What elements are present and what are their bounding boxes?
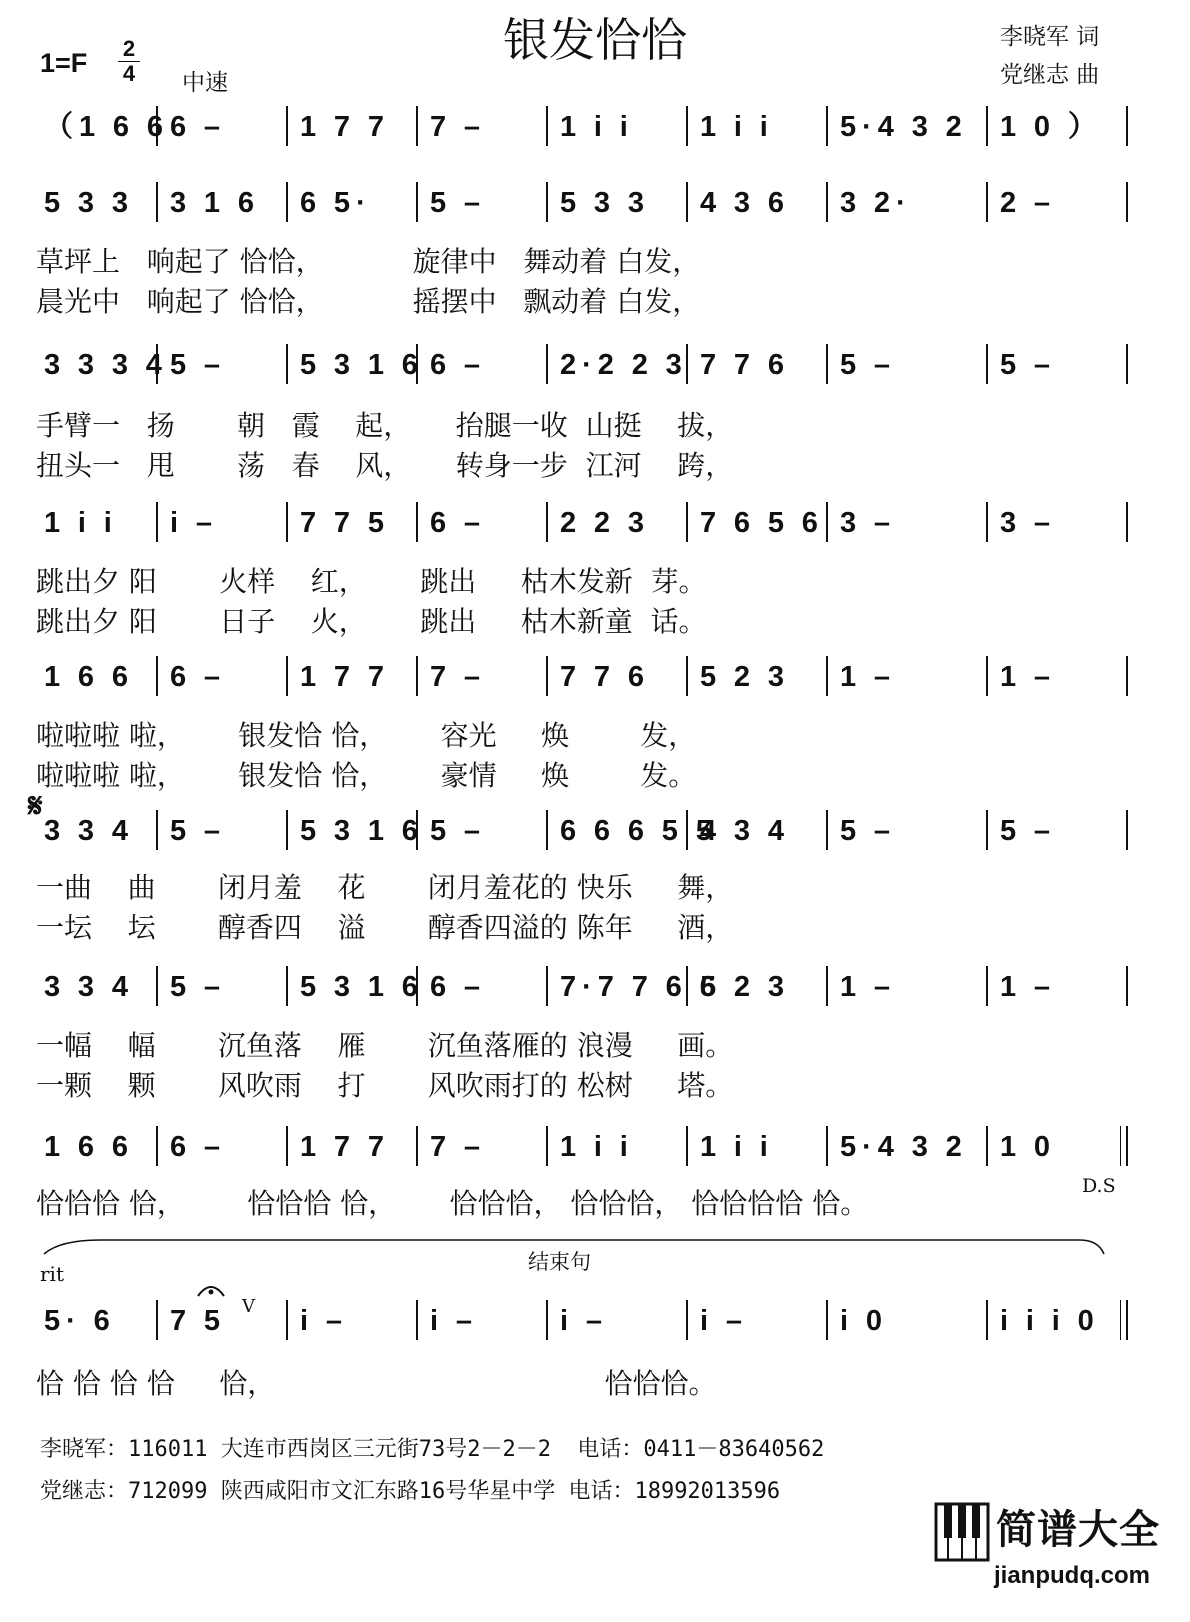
segno-sign: 𝄋 — [28, 786, 43, 826]
measure-notes: 1 0 ） — [1000, 111, 1103, 143]
breath-mark: V — [242, 1296, 255, 1317]
measure-notes: 1 7 7 — [300, 111, 390, 143]
song-title: 银发恰恰 — [503, 13, 687, 67]
measure-notes: 7 – — [430, 1131, 487, 1163]
measure-notes: i – — [560, 1305, 608, 1337]
measure-notes: 6 5· — [300, 187, 372, 219]
lyric-line: 手臂一 扬 朝 霞 起， 抬腿一收 山挺 拔， — [36, 409, 734, 442]
measure-notes: 5 – — [1000, 349, 1057, 381]
measure-notes: i 0 — [840, 1305, 888, 1337]
key-signature: 1=F — [40, 48, 88, 78]
measure-notes: 5 3 3 — [44, 187, 134, 219]
measure-notes: 5 – — [170, 971, 227, 1003]
lyric-line: 一坛 坛 醇香四 溢 醇香四溢的 陈年 酒， — [36, 911, 734, 944]
lyric-line: 草坪上 响起了 恰恰， 旋律中 舞动着 白发， — [36, 245, 701, 278]
measure-notes: i – — [700, 1305, 748, 1337]
measure-notes: 7 – — [430, 661, 487, 693]
measure-notes: 3 – — [1000, 507, 1057, 539]
measure-notes: 4 3 6 — [700, 187, 790, 219]
measure-notes: 5 – — [1000, 815, 1057, 847]
lyricist-credit: 李晓军 词 — [1000, 24, 1100, 50]
measure-notes: 5 2 3 — [700, 971, 790, 1003]
measure-notes: 1 i i — [560, 111, 634, 143]
measure-notes: 1 0 — [1000, 1131, 1068, 1163]
measure-notes: 5 – — [170, 349, 227, 381]
measure-notes: 7 6 5 6 — [700, 507, 824, 539]
measure-notes: 3 2· — [840, 187, 912, 219]
measure-notes: 7 – — [430, 111, 487, 143]
measure-notes: 5 – — [430, 815, 487, 847]
measure-notes: 7 5 — [170, 1305, 227, 1337]
measure-notes: 7 7 5 — [300, 507, 390, 539]
measure-notes: 5 3 1 6 — [300, 815, 424, 847]
measure-notes: i – — [170, 507, 218, 539]
lyric-line: 晨光中 响起了 恰恰， 摇摆中 飘动着 白发， — [36, 285, 701, 318]
measure-notes: 1 – — [1000, 661, 1057, 693]
measure-notes: 1 i i — [560, 1131, 634, 1163]
lyric-line: 啦啦啦 啦， 银发恰 恰， 容光 焕 发， — [36, 719, 697, 752]
measure-notes: 1 i i — [700, 111, 774, 143]
measure-notes: 6 6 6 5 5 — [560, 815, 718, 847]
measure-notes: 2 2 3 — [560, 507, 650, 539]
measure-notes: 1 7 7 — [300, 1131, 390, 1163]
measure-notes: 7 7 6 — [700, 349, 790, 381]
measure-notes: 5 – — [840, 349, 897, 381]
ending-section-label: 结束句 — [528, 1250, 591, 1274]
measure-notes: 6 – — [430, 349, 487, 381]
lyric-line: 一颗 颗 风吹雨 打 风吹雨打的 松树 塔。 — [36, 1069, 734, 1102]
lyric-line: 一幅 幅 沉鱼落 雁 沉鱼落雁的 浪漫 画。 — [36, 1029, 734, 1062]
measure-notes: 3 – — [840, 507, 897, 539]
measure-notes: 5 3 1 6 — [300, 971, 424, 1003]
site-logo — [934, 1496, 1174, 1616]
measure-notes: 6 – — [430, 971, 487, 1003]
measure-notes: 3 1 6 — [170, 187, 260, 219]
measure-notes: 6 – — [170, 1131, 227, 1163]
measure-notes: 1 – — [840, 971, 897, 1003]
measure-notes: （1 6 6 — [44, 111, 169, 143]
lyric-line: 恰恰恰 恰， 恰恰恰 恰， 恰恰恰， 恰恰恰， 恰恰恰恰 恰。 — [36, 1187, 869, 1220]
lyric-line: 跳出夕 阳 火样 红， 跳出 枯木发新 芽。 — [36, 565, 707, 598]
tempo-marking: 中速 — [182, 70, 228, 96]
measure-notes: 6 – — [430, 507, 487, 539]
measure-notes: 5· 6 — [44, 1305, 116, 1337]
measure-notes: 4 3 4 — [700, 815, 790, 847]
time-signature-bottom: 4 — [122, 61, 136, 86]
measure-notes: i – — [300, 1305, 348, 1337]
address-lyricist: 李晓军：116011 大连市西岗区三元街73号2－2－2 电话：0411－83640562 — [40, 1437, 825, 1462]
dal-segno-mark: D.S — [1082, 1175, 1116, 1197]
measure-notes: 1 – — [840, 661, 897, 693]
lyric-line: 跳出夕 阳 日子 火， 跳出 枯木新童 话。 — [36, 605, 707, 638]
watermark-title: 简谱大全 — [996, 1507, 1160, 1553]
measure-notes: 6 – — [170, 661, 227, 693]
measure-notes: 1 6 6 — [44, 1131, 134, 1163]
measure-notes: 3 3 3 4 — [44, 349, 168, 381]
measure-notes: 5 – — [840, 815, 897, 847]
measure-notes: 1 7 7 — [300, 661, 390, 693]
lyric-line: 扭头一 甩 荡 春 风， 转身一步 江河 跨， — [36, 449, 734, 482]
measure-notes: 3 3 4 — [44, 815, 134, 847]
measure-notes: 5 – — [430, 187, 487, 219]
measure-notes: 1 i i — [700, 1131, 774, 1163]
measure-notes: i i i 0 — [1000, 1305, 1100, 1337]
measure-notes: 5·4 3 2 — [840, 1131, 968, 1163]
measure-notes: 3 3 4 — [44, 971, 134, 1003]
measure-notes: 7 7 6 — [560, 661, 650, 693]
measure-notes: 5 – — [170, 815, 227, 847]
measure-notes: 6 – — [170, 111, 227, 143]
measure-notes: 5 2 3 — [700, 661, 790, 693]
measure-notes: 5 3 3 — [560, 187, 650, 219]
measure-notes: 1 i i — [44, 507, 118, 539]
measure-notes: 2·2 2 3 — [560, 349, 688, 381]
measure-notes: 5 3 1 6 — [300, 349, 424, 381]
measure-notes: 5·4 3 2 — [840, 111, 968, 143]
measure-notes: i – — [430, 1305, 478, 1337]
measure-notes: 1 – — [1000, 971, 1057, 1003]
measure-notes: 7·7 7 6 6 — [560, 971, 722, 1003]
composer-credit: 党继志 曲 — [1000, 62, 1100, 88]
lyric-line: 一曲 曲 闭月羞 花 闭月羞花的 快乐 舞， — [36, 871, 734, 904]
time-signature-top: 2 — [122, 36, 136, 61]
ritardando-mark: rit — [40, 1262, 64, 1286]
lyric-line: 恰 恰 恰 恰 恰， 恰恰恰。 — [36, 1367, 717, 1400]
measure-notes: 1 6 6 — [44, 661, 134, 693]
watermark-url: jianpudq.com — [994, 1562, 1150, 1589]
address-composer: 党继志：712099 陕西咸阳市文汇东路16号华星中学 电话：18992013596 — [40, 1479, 781, 1504]
lyric-line: 啦啦啦 啦， 银发恰 恰， 豪情 焕 发。 — [36, 759, 697, 792]
measure-notes: 2 – — [1000, 187, 1057, 219]
